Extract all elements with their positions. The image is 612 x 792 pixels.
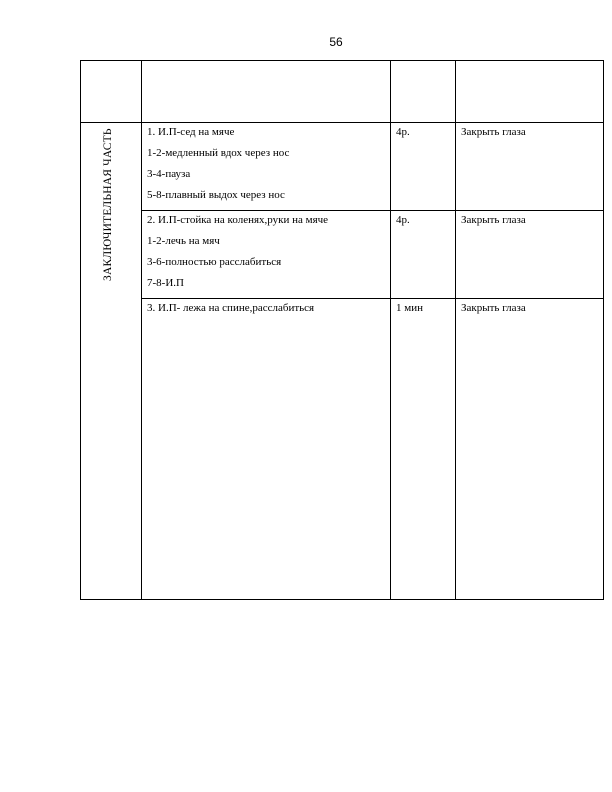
notes-value: Закрыть глаза bbox=[461, 214, 526, 226]
header-section-cell bbox=[81, 61, 142, 123]
section-cell bbox=[81, 123, 142, 600]
exercise-line: 3-6-полностью расслабиться bbox=[147, 256, 282, 268]
table-row bbox=[81, 299, 604, 600]
section-label: ЗАКЛЮЧИТЕЛЬНАЯ ЧАСТЬ bbox=[102, 128, 114, 281]
table-header-row bbox=[81, 61, 604, 123]
exercise-line: 3. И.П- лежа на спине,расслабиться bbox=[147, 302, 315, 314]
exercise-line: 2. И.П-стойка на коленях,руки на мяче bbox=[147, 214, 329, 226]
notes-value: Закрыть глаза bbox=[461, 126, 526, 138]
notes-cell bbox=[456, 123, 604, 211]
table-row bbox=[81, 123, 604, 211]
exercise-cell bbox=[142, 211, 391, 299]
exercise-line: 3-4-пауза bbox=[147, 168, 191, 180]
exercise-line: 1-2-медленный вдох через нос bbox=[147, 147, 290, 159]
exercise-line: 1. И.П-сед на мяче bbox=[147, 126, 235, 138]
table-row bbox=[81, 211, 604, 299]
dosage-cell bbox=[391, 123, 456, 211]
dosage-value: 1 мин bbox=[396, 302, 423, 314]
exercise-plan-table bbox=[80, 60, 604, 600]
header-dosage-cell bbox=[391, 61, 456, 123]
header-exercise-cell bbox=[142, 61, 391, 123]
dosage-value: 4р. bbox=[396, 214, 410, 226]
exercise-cell bbox=[142, 123, 391, 211]
dosage-cell bbox=[391, 299, 456, 600]
exercise-line: 5-8-плавный выдох через нос bbox=[147, 189, 285, 201]
notes-value: Закрыть глаза bbox=[461, 302, 526, 314]
dosage-value: 4р. bbox=[396, 126, 410, 138]
header-notes-cell bbox=[456, 61, 604, 123]
notes-cell bbox=[456, 299, 604, 600]
dosage-cell bbox=[391, 211, 456, 299]
exercise-cell bbox=[142, 299, 391, 600]
exercise-line: 1-2-лечь на мяч bbox=[147, 235, 220, 247]
notes-cell bbox=[456, 211, 604, 299]
page-number: 56 bbox=[329, 35, 343, 49]
exercise-line: 7-8-И.П bbox=[147, 277, 184, 289]
